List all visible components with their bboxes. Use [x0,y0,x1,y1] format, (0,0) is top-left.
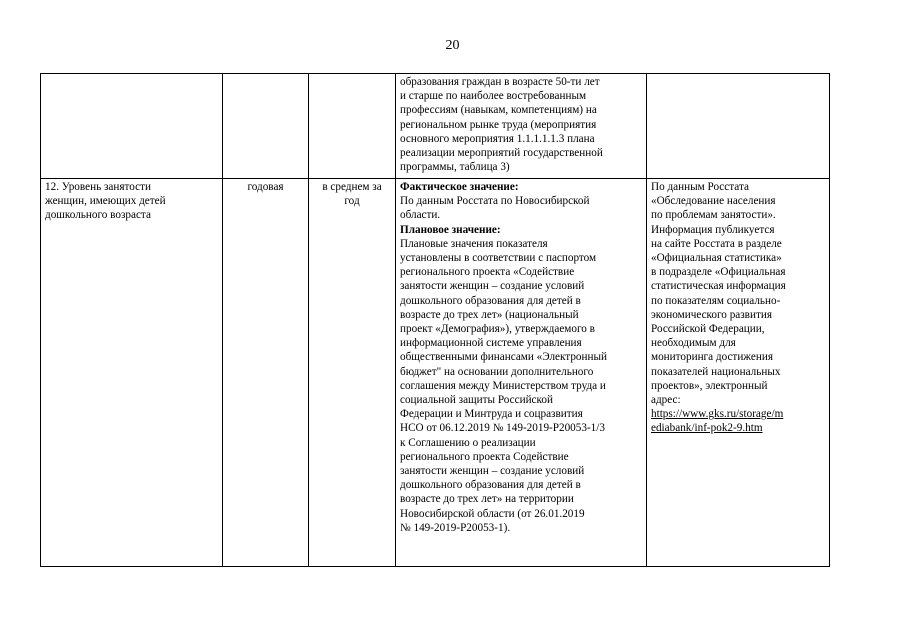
method-line: Федерации и Минтруда и соцразвития [400,408,583,421]
indicators-table [40,73,830,567]
source-line: экономического развития [651,308,772,321]
measure-cell [309,179,396,567]
indicator-name-cell [41,74,223,179]
source-line: проектов», электронный [651,379,768,392]
method-line: региональном рынке труда (мероприятия [400,118,597,131]
source-line: показателей национальных [651,365,781,378]
source-cell [647,179,830,567]
method-line: возрасте до трех лет» (национальный [400,308,579,321]
measure-line: в среднем за [322,181,382,193]
method-line: Плановые значения показателя [400,237,548,250]
method-line: дошкольного образования для детей в [400,294,581,307]
method-line: установлены в соответствии с паспортом [400,252,597,265]
method-line: общественными финансами «Электронный [400,351,608,364]
method-cell [396,74,647,179]
measure-line: год [344,195,360,208]
method-line: Новосибирской области (от 26.01.2019 [400,507,585,520]
source-cell [647,74,830,179]
measure-cell [309,74,396,179]
method-line: программы, таблица 3) [400,161,510,174]
source-line: по проблемам занятости». [651,209,776,222]
source-line: Информация публикуется [651,223,775,236]
method-line: образования граждан в возрасте 50-ти лет [400,76,600,88]
indicator-name-line: дошкольного возраста [45,209,151,222]
indicator-name-line: 12. Уровень занятости [45,181,151,193]
method-line: занятости женщин – создание условий [400,280,585,293]
method-line: № 149-2019-P20053-1). [400,521,511,534]
source-line: «Обследование населения [651,195,776,208]
table-body [41,74,830,567]
method-line: информационной системе управления [400,337,582,350]
method-line: проект «Демография»), утверждаемого в [400,323,595,336]
method-line: социальной защиты Российской [400,394,553,407]
periodicity-cell [223,179,309,567]
method-line: По данным Росстата по Новосибирской [400,195,590,208]
source-link[interactable]: https://www.gks.ru/storage/m [651,408,784,421]
source-link[interactable]: ediabank/inf-pok2-9.htm [651,422,763,435]
method-heading: Фактическое значение: [400,181,519,193]
source-line: «Официальная статистика» [651,252,782,265]
method-line: регионального проекта Содействие [400,450,569,463]
method-line: основного мероприятия 1.1.1.1.1.3 плана [400,132,595,145]
method-line: к Соглашению о реализации [400,436,536,449]
method-line: бюджет" на основании дополнительного [400,365,594,378]
indicator-name-cell [41,179,223,567]
method-line: и старше по наиболее востребованным [400,90,587,103]
source-line: в подразделе «Официальная [651,266,786,279]
method-line: профессиям (навыкам, компетенциям) на [400,104,597,117]
method-line: области. [400,209,441,222]
method-line: соглашения между Министерством труда и [400,379,606,392]
source-line: мониторинга достижения [651,351,773,364]
source-line: адрес: [651,394,681,407]
source-line: по показателям социально- [651,294,781,307]
indicator-name-line: женщин, имеющих детей [45,195,166,208]
method-line: регионального проекта «Содействие [400,266,575,279]
method-line: занятости женщин – создание условий [400,465,585,478]
table-row [41,74,830,179]
periodicity-cell [223,74,309,179]
source-line: Российской Федерации, [651,323,765,336]
table-row [41,179,830,567]
source-line: По данным Росстата [651,181,749,193]
method-line: возрасте до трех лет» на территории [400,493,574,506]
source-line: на сайте Росстата в разделе [651,237,782,250]
page-number: 20 [445,38,460,53]
source-line: необходимым для [651,337,736,350]
method-line: дошкольного образования для детей в [400,479,581,492]
source-line: статистическая информация [651,280,786,293]
periodicity-text: годовая [247,181,284,193]
method-line: НСО от 06.12.2019 № 149-2019-P20053-1/3 [400,422,605,435]
method-line: реализации мероприятий государственной [400,147,603,160]
method-heading: Плановое значение: [400,223,501,236]
method-cell [396,179,647,567]
